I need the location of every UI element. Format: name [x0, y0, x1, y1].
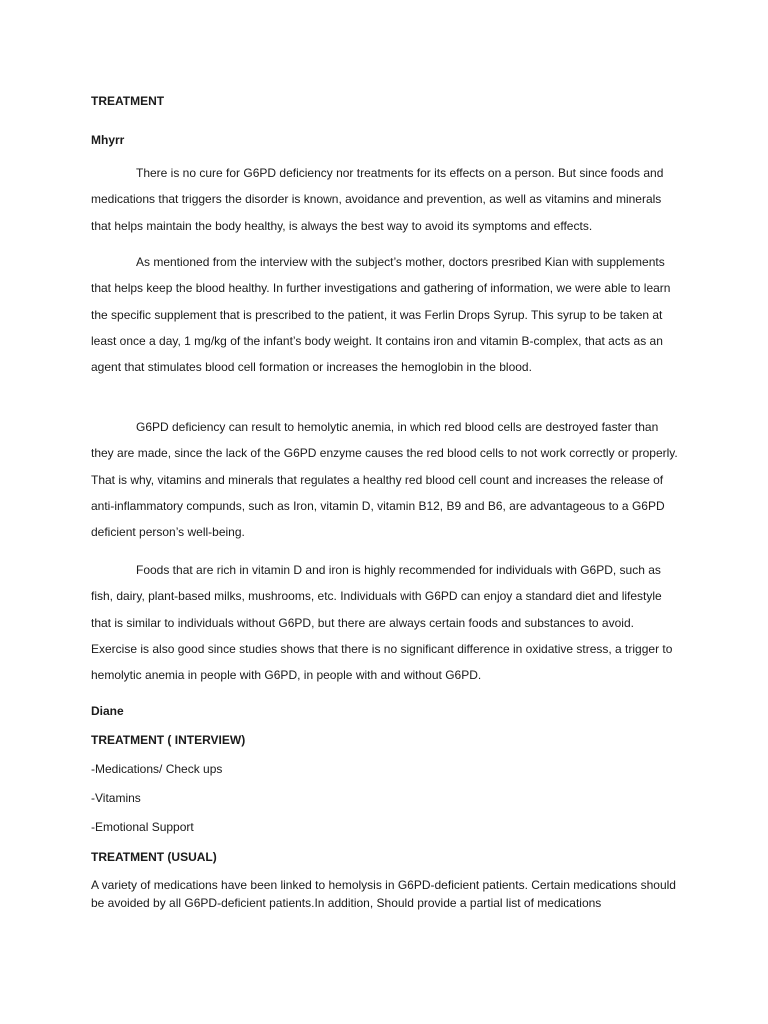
- paragraph-1: There is no cure for G6PD deficiency nor treatments for its effects on a person. But since foods and medications that triggers the disorder is known, avoidance and prevention, as well as vitamins and minerals that helps maintain the body healthy, is always the best way to avoid its symptoms and effects.: [91, 166, 664, 233]
- author-mhyrr: Mhyrr: [91, 133, 125, 147]
- usual-heading: TREATMENT (USUAL): [91, 850, 217, 864]
- paragraph-4: Foods that are rich in vitamin D and iron is highly recommended for individuals with G6PD, such as fish, dairy, plant-based milks, mushrooms, etc. Individuals with G6PD can enjoy a standard diet and lifestyle that is similar to individuals without G6PD, but there are always certain foods and substances to avoid. Exercise is also good since studies shows that there is no significant difference in oxidative stress, a trigger to hemolytic anemia in people with G6PD, in people with and without G6PD.: [91, 563, 673, 683]
- interview-heading: TREATMENT ( INTERVIEW): [91, 733, 246, 747]
- interview-item-medications: -Medications/ Check ups: [91, 762, 223, 776]
- paragraph-3: G6PD deficiency can result to hemolytic anemia, in which red blood cells are destroyed faster than they are made, since the lack of the G6PD enzyme causes the red blood cells to not work correctly or properly. That is why, vitamins and minerals that regulates a healthy red blood cell count and increases the release of anti-inflammatory compunds, such as Iron, vitamin D, vitamin B12, B9 and B6, are advantageous to a G6PD deficient person’s well-being.: [91, 420, 678, 540]
- paragraph-2: As mentioned from the interview with the subject’s mother, doctors presribed Kian with supplements that helps keep the blood healthy. In further investigations and gathering of information, we were able to learn the specific supplement that is prescribed to the patient, it was Ferlin Drops Syrup. This syrup to be taken at least once a day, 1 mg/kg of the infant’s body weight. It contains iron and vitamin B-complex, that acts as an agent that stimulates blood cell formation or increases the hemoglobin in the blood.: [91, 255, 671, 375]
- author-diane: Diane: [91, 704, 124, 718]
- treatment-heading: TREATMENT: [91, 94, 165, 108]
- usual-paragraph: A variety of medications have been linked to hemolysis in G6PD-deficient patients. Certain medications should be avoided by all G6PD-deficient patients.In addition, Should provide a partial list of medications: [91, 878, 676, 910]
- interview-item-vitamins: -Vitamins: [91, 791, 141, 805]
- interview-item-emotional-support: -Emotional Support: [91, 820, 194, 834]
